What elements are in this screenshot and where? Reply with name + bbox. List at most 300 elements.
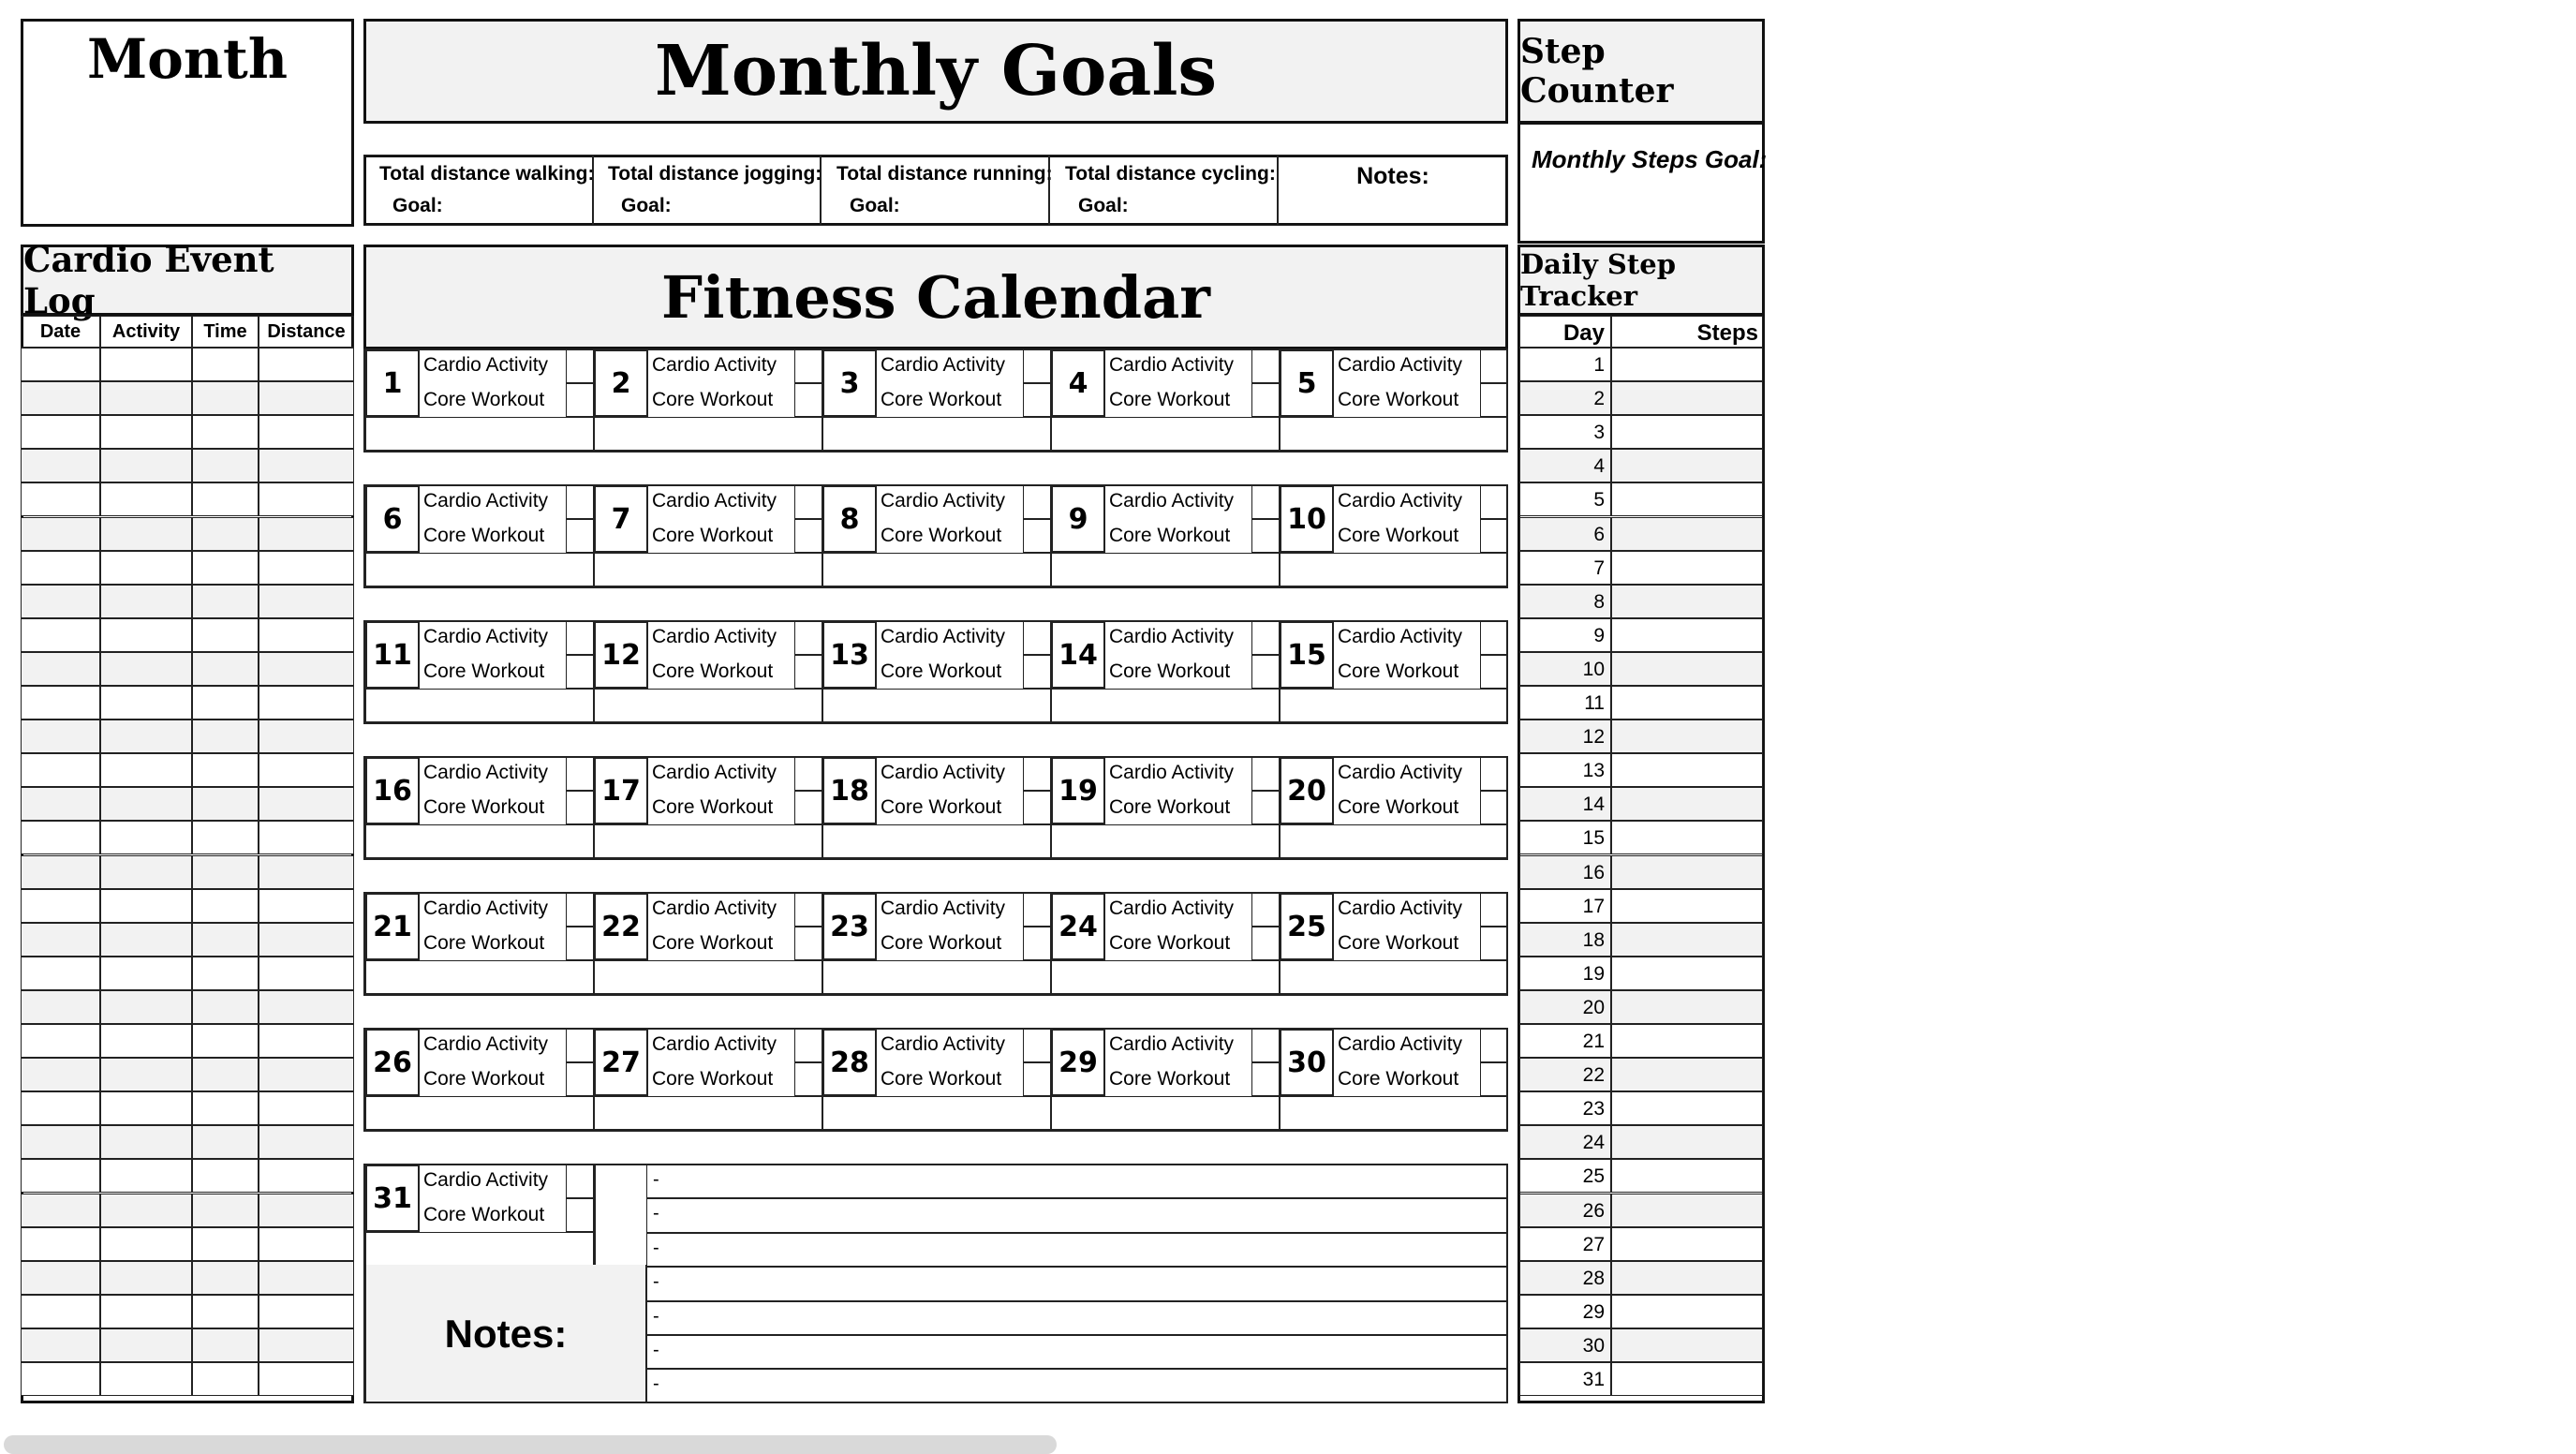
- step-count-cell[interactable]: [1611, 990, 1763, 1024]
- core-workout-checkbox[interactable]: [1251, 927, 1280, 960]
- calendar-day-notes[interactable]: [1051, 1096, 1280, 1130]
- cardio-activity-checkbox[interactable]: [566, 1029, 594, 1062]
- cardio-log-cell[interactable]: [192, 1194, 259, 1227]
- cardio-log-cell[interactable]: [100, 1261, 192, 1295]
- core-workout-checkbox[interactable]: [566, 791, 594, 824]
- core-workout-checkbox[interactable]: [566, 655, 594, 689]
- cardio-log-cell[interactable]: [21, 1091, 100, 1125]
- step-count-cell[interactable]: [1611, 1328, 1763, 1362]
- step-count-cell[interactable]: [1611, 821, 1763, 854]
- calendar-day-notes[interactable]: [1051, 960, 1280, 994]
- cardio-log-cell[interactable]: [21, 923, 100, 957]
- step-count-cell[interactable]: [1611, 753, 1763, 787]
- cardio-log-cell[interactable]: [192, 855, 259, 889]
- cardio-log-cell[interactable]: [259, 855, 354, 889]
- cardio-activity-checkbox[interactable]: [1480, 1029, 1508, 1062]
- goal-field[interactable]: [363, 155, 594, 226]
- step-day-cell: [1519, 517, 1611, 551]
- cardio-activity-checkbox[interactable]: [794, 757, 822, 791]
- step-count-cell[interactable]: [1611, 923, 1763, 957]
- calendar-day-notes[interactable]: [822, 689, 1051, 722]
- cardio-log-cell[interactable]: [100, 1024, 192, 1058]
- cardio-log-cell[interactable]: [21, 1125, 100, 1159]
- cardio-log-cell[interactable]: [259, 652, 354, 686]
- cardio-log-cell[interactable]: [21, 1159, 100, 1193]
- calendar-day-notes[interactable]: [822, 553, 1051, 586]
- cardio-log-cell[interactable]: [21, 957, 100, 990]
- cardio-log-cell[interactable]: [259, 1058, 354, 1091]
- cardio-log-cell[interactable]: [192, 990, 259, 1024]
- cardio-log-cell[interactable]: [259, 923, 354, 957]
- cardio-activity-label: Cardio Activity: [423, 490, 549, 512]
- cardio-log-cell[interactable]: [100, 1328, 192, 1362]
- cardio-log-cell[interactable]: [100, 348, 192, 381]
- calendar-day-notes[interactable]: [1280, 689, 1508, 722]
- cardio-activity-checkbox[interactable]: [1480, 893, 1508, 927]
- cardio-log-cell[interactable]: [100, 923, 192, 957]
- step-count-cell[interactable]: [1611, 482, 1763, 516]
- step-count-cell[interactable]: [1611, 652, 1763, 686]
- step-count-cell[interactable]: [1611, 1159, 1763, 1193]
- cardio-log-cell[interactable]: [192, 652, 259, 686]
- step-count-cell[interactable]: [1611, 585, 1763, 618]
- cardio-log-cell[interactable]: [100, 821, 192, 854]
- cardio-activity-label: Cardio Activity: [1109, 490, 1235, 512]
- goal-field[interactable]: [821, 155, 1053, 226]
- cardio-log-cell[interactable]: [259, 889, 354, 923]
- calendar-day-number[interactable]: [822, 757, 877, 824]
- cardio-log-cell[interactable]: [259, 990, 354, 1024]
- cardio-log-cell[interactable]: [100, 889, 192, 923]
- cardio-activity-checkbox[interactable]: [794, 1029, 822, 1062]
- calendar-day-number[interactable]: [594, 893, 648, 960]
- calendar-day-notes[interactable]: [594, 960, 822, 994]
- cardio-log-cell[interactable]: [192, 1125, 259, 1159]
- cardio-log-cell[interactable]: [259, 1159, 354, 1193]
- cardio-log-cell[interactable]: [192, 482, 259, 516]
- cardio-log-cell[interactable]: [21, 720, 100, 753]
- cardio-activity-checkbox[interactable]: [1251, 485, 1280, 519]
- cardio-log-cell[interactable]: [192, 923, 259, 957]
- calendar-day-notes[interactable]: [822, 824, 1051, 858]
- cardio-activity-checkbox[interactable]: [1480, 621, 1508, 655]
- step-count-cell[interactable]: [1611, 889, 1763, 923]
- core-workout-checkbox[interactable]: [1023, 655, 1051, 689]
- cardio-log-cell[interactable]: [21, 652, 100, 686]
- cardio-activity-label: Cardio Activity: [423, 626, 549, 647]
- calendar-day-label: 16: [373, 774, 412, 808]
- calendar-day-notes[interactable]: [1280, 553, 1508, 586]
- calendar-day-number[interactable]: [822, 621, 877, 689]
- core-workout-checkbox[interactable]: [1023, 927, 1051, 960]
- calendar-day-notes[interactable]: [594, 1096, 822, 1130]
- cardio-log-cell[interactable]: [192, 1091, 259, 1125]
- step-count-cell[interactable]: [1611, 618, 1763, 652]
- core-workout-checkbox[interactable]: [1251, 655, 1280, 689]
- cardio-activity-checkbox[interactable]: [1251, 349, 1280, 383]
- calendar-day-notes[interactable]: [594, 824, 822, 858]
- calendar-day-number[interactable]: [1280, 1029, 1334, 1096]
- cardio-activity-label: Cardio Activity: [1109, 626, 1235, 647]
- step-day-number: 13: [1582, 760, 1605, 782]
- step-count-cell[interactable]: [1611, 1091, 1763, 1125]
- cardio-log-cell[interactable]: [192, 381, 259, 415]
- core-workout-checkbox[interactable]: [1251, 1062, 1280, 1096]
- cardio-log-cell[interactable]: [21, 821, 100, 854]
- cardio-log-cell[interactable]: [259, 1125, 354, 1159]
- cardio-log-cell[interactable]: [259, 1295, 354, 1328]
- step-count-cell[interactable]: [1611, 381, 1763, 415]
- cardio-activity-checkbox[interactable]: [794, 349, 822, 383]
- step-count-cell[interactable]: [1611, 1261, 1763, 1295]
- cardio-log-cell[interactable]: [100, 618, 192, 652]
- core-workout-label: Core Workout: [423, 1204, 545, 1225]
- cardio-log-cell[interactable]: [100, 381, 192, 415]
- cardio-log-cell[interactable]: [21, 1194, 100, 1227]
- calendar-day-notes[interactable]: [365, 689, 594, 722]
- calendar-day-number[interactable]: [594, 621, 648, 689]
- cardio-log-cell[interactable]: [259, 686, 354, 720]
- goal-label: Goal:: [392, 195, 443, 216]
- step-day-cell: [1519, 889, 1611, 923]
- calendar-day-notes[interactable]: [365, 960, 594, 994]
- step-count-cell[interactable]: [1611, 686, 1763, 720]
- core-workout-checkbox[interactable]: [794, 383, 822, 417]
- cardio-log-cell[interactable]: [100, 720, 192, 753]
- calendar-day-number[interactable]: [365, 349, 420, 417]
- cardio-log-cell[interactable]: [259, 449, 354, 482]
- step-count-cell[interactable]: [1611, 1295, 1763, 1328]
- cardio-log-cell[interactable]: [21, 889, 100, 923]
- core-workout-checkbox[interactable]: [1251, 519, 1280, 553]
- cardio-log-cell[interactable]: [192, 348, 259, 381]
- cardio-log-cell[interactable]: [21, 787, 100, 821]
- calendar-day-notes[interactable]: [594, 553, 822, 586]
- calendar-day-number[interactable]: [822, 1029, 877, 1096]
- calendar-day-number[interactable]: [1051, 485, 1105, 553]
- cardio-log-cell[interactable]: [259, 753, 354, 787]
- cardio-log-cell[interactable]: [100, 1227, 192, 1261]
- step-count-cell[interactable]: [1611, 517, 1763, 551]
- cardio-log-cell[interactable]: [259, 1091, 354, 1125]
- calendar-day-notes[interactable]: [1280, 960, 1508, 994]
- cardio-log-cell[interactable]: [100, 1295, 192, 1328]
- cardio-log-cell[interactable]: [192, 1227, 259, 1261]
- calendar-day-number[interactable]: [822, 349, 877, 417]
- cardio-log-cell[interactable]: [100, 957, 192, 990]
- cardio-log-cell[interactable]: [192, 1328, 259, 1362]
- calendar-day-number[interactable]: [1051, 757, 1105, 824]
- step-day-cell: [1519, 1091, 1611, 1125]
- cardio-log-cell[interactable]: [192, 957, 259, 990]
- calendar-day-notes[interactable]: [365, 1096, 594, 1130]
- step-count-cell[interactable]: [1611, 957, 1763, 990]
- cardio-log-cell[interactable]: [100, 551, 192, 585]
- cardio-log-cell[interactable]: [21, 1058, 100, 1091]
- core-workout-label: Core Workout: [1109, 389, 1231, 410]
- cardio-log-cell[interactable]: [100, 449, 192, 482]
- cardio-activity-checkbox[interactable]: [1251, 1029, 1280, 1062]
- calendar-day-notes[interactable]: [1051, 417, 1280, 451]
- cardio-log-cell[interactable]: [259, 482, 354, 516]
- cardio-activity-checkbox[interactable]: [1023, 485, 1051, 519]
- core-workout-checkbox[interactable]: [1480, 927, 1508, 960]
- step-count-cell[interactable]: [1611, 1194, 1763, 1227]
- cardio-log-cell[interactable]: [192, 1024, 259, 1058]
- calendar-day-number[interactable]: [365, 893, 420, 960]
- cardio-activity-checkbox[interactable]: [1480, 349, 1508, 383]
- cardio-activity-checkbox[interactable]: [794, 485, 822, 519]
- cardio-log-cell[interactable]: [259, 618, 354, 652]
- step-count-cell[interactable]: [1611, 1362, 1763, 1396]
- calendar-day-number[interactable]: [822, 485, 877, 553]
- cardio-activity-checkbox[interactable]: [1251, 893, 1280, 927]
- step-count-cell[interactable]: [1611, 449, 1763, 482]
- cardio-log-cell[interactable]: [21, 381, 100, 415]
- cardio-log-cell[interactable]: [21, 1362, 100, 1396]
- cardio-log-cell[interactable]: [21, 482, 100, 516]
- step-col-day-label: Day: [1562, 320, 1605, 346]
- calendar-day-notes[interactable]: [822, 417, 1051, 451]
- cardio-log-cell[interactable]: [21, 517, 100, 551]
- horizontal-scrollbar[interactable]: [4, 1435, 1057, 1454]
- cardio-log-cell[interactable]: [259, 348, 354, 381]
- cardio-log-cell[interactable]: [100, 1125, 192, 1159]
- core-workout-checkbox[interactable]: [1480, 1062, 1508, 1096]
- cardio-log-cell[interactable]: [192, 1261, 259, 1295]
- cardio-log-cell[interactable]: [259, 517, 354, 551]
- core-workout-checkbox[interactable]: [794, 927, 822, 960]
- calendar-day-number[interactable]: [1051, 349, 1105, 417]
- cardio-log-cell[interactable]: [192, 787, 259, 821]
- cardio-activity-checkbox[interactable]: [1480, 485, 1508, 519]
- core-workout-checkbox[interactable]: [1023, 791, 1051, 824]
- cardio-log-cell[interactable]: [21, 348, 100, 381]
- cardio-activity-checkbox[interactable]: [1251, 757, 1280, 791]
- calendar-day-notes[interactable]: [365, 824, 594, 858]
- goals-notes-box[interactable]: [1278, 155, 1508, 226]
- cardio-activity-checkbox[interactable]: [566, 757, 594, 791]
- calendar-day-notes[interactable]: [1280, 417, 1508, 451]
- cardio-log-cell[interactable]: [259, 787, 354, 821]
- cardio-log-cell[interactable]: [192, 551, 259, 585]
- cardio-log-cell[interactable]: [192, 1159, 259, 1193]
- cardio-log-cell[interactable]: [192, 449, 259, 482]
- cardio-log-cell[interactable]: [192, 415, 259, 449]
- cardio-log-cell[interactable]: [100, 990, 192, 1024]
- core-workout-checkbox[interactable]: [1480, 519, 1508, 553]
- calendar-day-notes[interactable]: [594, 417, 822, 451]
- cardio-log-cell[interactable]: [259, 720, 354, 753]
- cardio-activity-checkbox[interactable]: [1023, 757, 1051, 791]
- calendar-day-number[interactable]: [365, 621, 420, 689]
- calendar-day-number[interactable]: [365, 757, 420, 824]
- cardio-log-cell[interactable]: [100, 753, 192, 787]
- calendar-day-notes[interactable]: [365, 553, 594, 586]
- cardio-log-cell[interactable]: [192, 1362, 259, 1396]
- cardio-log-cell[interactable]: [192, 720, 259, 753]
- cardio-log-cell[interactable]: [21, 415, 100, 449]
- goal-label: Goal:: [621, 195, 672, 216]
- calendar-day-number[interactable]: [1051, 893, 1105, 960]
- calendar-day-number[interactable]: [1280, 621, 1334, 689]
- cardio-log-cell[interactable]: [259, 1362, 354, 1396]
- calendar-day-number[interactable]: [594, 757, 648, 824]
- cardio-log-cell[interactable]: [21, 1261, 100, 1295]
- cardio-log-cell[interactable]: [192, 686, 259, 720]
- core-workout-checkbox[interactable]: [1023, 383, 1051, 417]
- calendar-day-notes[interactable]: [822, 1096, 1051, 1130]
- calendar-day-notes[interactable]: [1051, 824, 1280, 858]
- cardio-log-cell[interactable]: [100, 1362, 192, 1396]
- cardio-log-cell[interactable]: [21, 855, 100, 889]
- calendar-day-number[interactable]: [822, 893, 877, 960]
- cardio-log-cell[interactable]: [259, 821, 354, 854]
- cardio-log-cell[interactable]: [259, 585, 354, 618]
- cardio-log-cell[interactable]: [259, 1227, 354, 1261]
- cardio-log-cell[interactable]: [21, 753, 100, 787]
- cardio-log-cell[interactable]: [192, 618, 259, 652]
- month-box[interactable]: [21, 19, 354, 227]
- cardio-log-cell[interactable]: [192, 753, 259, 787]
- calendar-day-number[interactable]: [365, 485, 420, 553]
- cardio-activity-checkbox[interactable]: [1023, 893, 1051, 927]
- step-count-cell[interactable]: [1611, 1058, 1763, 1091]
- core-workout-checkbox[interactable]: [566, 927, 594, 960]
- core-workout-checkbox[interactable]: [1480, 791, 1508, 824]
- cardio-log-cell[interactable]: [100, 652, 192, 686]
- calendar-day-number[interactable]: [365, 1029, 420, 1096]
- cardio-log-cell[interactable]: [192, 585, 259, 618]
- cardio-activity-checkbox[interactable]: [1251, 621, 1280, 655]
- cardio-log-cell[interactable]: [259, 1194, 354, 1227]
- calendar-day-number[interactable]: [1051, 1029, 1105, 1096]
- cardio-log-cell[interactable]: [192, 1058, 259, 1091]
- cardio-log-cell[interactable]: [100, 482, 192, 516]
- cardio-log-cell[interactable]: [100, 585, 192, 618]
- calendar-day-notes[interactable]: [1280, 824, 1508, 858]
- cardio-log-cell[interactable]: [259, 381, 354, 415]
- cardio-activity-checkbox[interactable]: [566, 349, 594, 383]
- core-workout-checkbox[interactable]: [1480, 383, 1508, 417]
- core-workout-checkbox[interactable]: [1251, 383, 1280, 417]
- step-count-cell[interactable]: [1611, 1125, 1763, 1159]
- step-count-cell[interactable]: [1611, 415, 1763, 449]
- cardio-log-cell[interactable]: [192, 517, 259, 551]
- calendar-day-number[interactable]: [594, 485, 648, 553]
- cardio-log-cell[interactable]: [21, 449, 100, 482]
- goal-field[interactable]: [1049, 155, 1278, 226]
- calendar-day-number[interactable]: [1280, 485, 1334, 553]
- cardio-log-cell[interactable]: [100, 686, 192, 720]
- core-workout-checkbox[interactable]: [794, 519, 822, 553]
- cardio-log-cell[interactable]: [21, 990, 100, 1024]
- core-workout-checkbox[interactable]: [1023, 1062, 1051, 1096]
- core-workout-checkbox[interactable]: [1251, 791, 1280, 824]
- calendar-day-notes[interactable]: [365, 417, 594, 451]
- cardio-log-cell[interactable]: [100, 1091, 192, 1125]
- step-count-cell[interactable]: [1611, 720, 1763, 753]
- step-count-cell[interactable]: [1611, 1227, 1763, 1261]
- step-count-cell[interactable]: [1611, 787, 1763, 821]
- step-counter-header: [1517, 19, 1765, 124]
- calendar-day-number[interactable]: [594, 1029, 648, 1096]
- cardio-log-cell[interactable]: [259, 1261, 354, 1295]
- step-day-number: 1: [1593, 354, 1605, 376]
- cardio-log-cell[interactable]: [259, 1328, 354, 1362]
- cardio-activity-checkbox[interactable]: [1480, 757, 1508, 791]
- cardio-log-cell[interactable]: [100, 1159, 192, 1193]
- cardio-activity-checkbox[interactable]: [566, 893, 594, 927]
- core-workout-checkbox[interactable]: [1480, 655, 1508, 689]
- calendar-day-number[interactable]: [594, 349, 648, 417]
- core-workout-checkbox[interactable]: [566, 383, 594, 417]
- monthly-steps-goal-box[interactable]: [1517, 122, 1768, 244]
- core-workout-checkbox[interactable]: [566, 1062, 594, 1096]
- calendar-day-notes[interactable]: [1280, 1096, 1508, 1130]
- core-workout-checkbox[interactable]: [794, 655, 822, 689]
- step-count-cell[interactable]: [1611, 348, 1763, 381]
- cardio-log-cell[interactable]: [21, 585, 100, 618]
- calendar-day-number[interactable]: [1280, 893, 1334, 960]
- cardio-log-cell[interactable]: [21, 686, 100, 720]
- calendar-day-notes[interactable]: [594, 689, 822, 722]
- core-workout-checkbox[interactable]: [794, 1062, 822, 1096]
- cardio-log-cell[interactable]: [259, 415, 354, 449]
- cardio-log-cell[interactable]: [21, 1227, 100, 1261]
- cardio-log-cell[interactable]: [21, 618, 100, 652]
- cardio-log-cell[interactable]: [192, 889, 259, 923]
- calendar-day-number[interactable]: [1280, 757, 1334, 824]
- cardio-log-cell[interactable]: [100, 1194, 192, 1227]
- cardio-activity-checkbox[interactable]: [1023, 349, 1051, 383]
- cardio-log-cell[interactable]: [100, 415, 192, 449]
- core-workout-checkbox[interactable]: [794, 791, 822, 824]
- cardio-activity-checkbox[interactable]: [566, 485, 594, 519]
- cardio-log-cell[interactable]: [100, 1058, 192, 1091]
- calendar-day-number[interactable]: [1280, 349, 1334, 417]
- cardio-activity-checkbox[interactable]: [566, 621, 594, 655]
- cardio-log-cell[interactable]: [21, 1328, 100, 1362]
- goal-field[interactable]: [592, 155, 821, 226]
- cardio-log-cell[interactable]: [259, 957, 354, 990]
- calendar-day-notes[interactable]: [822, 960, 1051, 994]
- core-workout-checkbox[interactable]: [566, 519, 594, 553]
- cardio-activity-checkbox[interactable]: [1023, 1029, 1051, 1062]
- cardio-log-cell[interactable]: [259, 1024, 354, 1058]
- cardio-log-cell[interactable]: [192, 821, 259, 854]
- calendar-day-number[interactable]: [1051, 621, 1105, 689]
- cardio-log-cell[interactable]: [259, 551, 354, 585]
- cardio-log-cell[interactable]: [21, 551, 100, 585]
- step-day-number: 5: [1593, 489, 1605, 512]
- step-count-cell[interactable]: [1611, 855, 1763, 889]
- cardio-log-cell[interactable]: [21, 1295, 100, 1328]
- core-workout-checkbox[interactable]: [1023, 519, 1051, 553]
- calendar-day-notes[interactable]: [1051, 689, 1280, 722]
- calendar-day-notes[interactable]: [1051, 553, 1280, 586]
- cardio-log-cell[interactable]: [21, 1024, 100, 1058]
- cardio-log-cell[interactable]: [192, 1295, 259, 1328]
- step-count-cell[interactable]: [1611, 551, 1763, 585]
- cardio-activity-checkbox[interactable]: [794, 893, 822, 927]
- cardio-activity-checkbox[interactable]: [794, 621, 822, 655]
- cardio-log-cell[interactable]: [100, 787, 192, 821]
- step-count-cell[interactable]: [1611, 1024, 1763, 1058]
- cardio-activity-checkbox[interactable]: [1023, 621, 1051, 655]
- cardio-log-cell[interactable]: [100, 855, 192, 889]
- cardio-log-cell[interactable]: [100, 517, 192, 551]
